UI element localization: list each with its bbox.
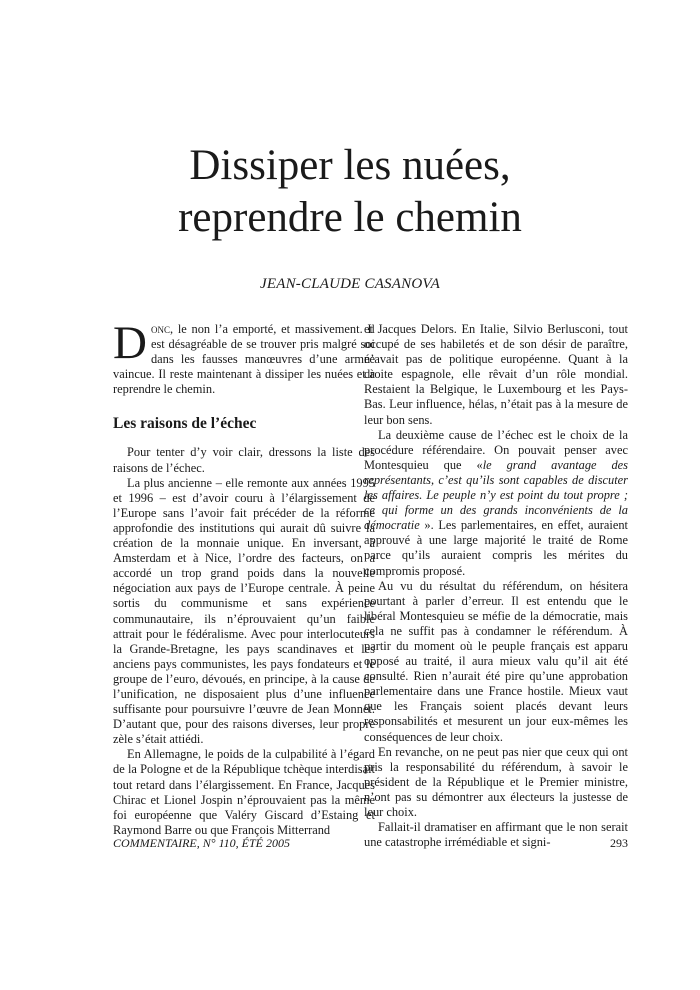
left-column (113, 317, 375, 838)
author-name: JEAN-CLAUDE CASANOVA (260, 276, 440, 292)
title-line-1: Dissiper les nuées, (189, 142, 511, 189)
page-number: 293 (610, 836, 628, 850)
intro-paragraph (113, 317, 375, 397)
paragraph: En Allemagne, le poids de la culpabilité à l’égard de la Pologne et de la République tchèque interdisait tout retard dans l’élargissement. En France, Jacques Chirac et Lionel Jospin n’éprouvaient pas la même foi européenne que Valéry Giscard d’Estaing et Raymond Barre ou que François Mitterrand (113, 747, 375, 837)
section-heading: Les raisons de l’échec (113, 415, 257, 433)
title-line-2: reprendre le chemin (178, 194, 522, 241)
paragraph (364, 428, 628, 579)
right-column (364, 322, 628, 850)
montesquieu-quote: le grand avantage des représentants, c’est qu’ils sont capables de discuter les affaires. Le peuple n’y est point du tout propre ; ce qui forme un des grands inconvénients de la démocratie (364, 457, 629, 533)
paragraph: Au vu du résultat du référendum, on hésitera pourtant à parler d’erreur. Il est entendu que le libéral Montesquieu se méfie de la démocratie, mais cela ne suffit pas à condamner le référendum. À partir du moment où le peuple français est apparu opposé au traité, il aura mieux valu qu’il ait été consulté. Rien n’aurait été pire qu’une approbation parlementaire dans une France hostile. Mieux vaut que les Français soient placés devant leurs responsabilités et mesurent un jour eux-mêmes les conséquences de leur choix. (364, 578, 628, 744)
drop-cap: D (113, 317, 147, 369)
paragraph: Pour tenter d’y voir clair, dressons la liste des raisons de l’échec. (113, 445, 375, 475)
paragraph-start: La deuxième cause de l’échec est le choix de la procédure référendaire. On pouvait penser avec Montesquieu que « (364, 427, 628, 472)
paragraph: La plus ancienne – elle remonte aux années 1995 et 1996 – est d’avoir couru à l’élargissement de l’Europe sans l’avoir fait précéder de la réforme approfondie des institutions qui aurait dû suivre la création de la monnaie unique. En inversant, à Amsterdam et à Nice, l’ordre des facteurs, on a accordé un trop grand poids dans la nouvelle négociation aux pays de l’Europe centrale. À peine sortis du communisme et sans expérience communautaire, ils n’éprouvaient qu’un faible attrait pour le fédéralisme. Avec pour interlocuteurs la Grande-Bretagne, les pays scandinaves et les anciens pays communistes, les pays fondateurs et le groupe de l’euro, dévoués, en principe, à la cause de l’unification, ne disposaient plus d’une influence suffisante pour poursuivre l’œuvre de Jean Monnet. D’autant que, pour des raisons diverses, leur propre zèle s’était attiédi. (113, 475, 375, 747)
intro-smallcaps: onc (150, 322, 170, 336)
intro-text: , le non l’a emporté, et massivement. Il est désagréable de se trouver pris malgré soi dans les fausses manœuvres d’une armée vaincue. Il reste maintenant à dissiper les nuées et à reprendre le chemin. (113, 322, 375, 397)
paragraph: Fallait-il dramatiser en affirmant que le non serait une catastrophe irrémédiable et signi- (364, 820, 628, 850)
journal-citation: COMMENTAIRE, N° 110, ÉTÉ 2005 (113, 836, 291, 850)
paragraph-continued: et Jacques Delors. En Italie, Silvio Berlusconi, tout occupé de ses habiletés et de son désir de paraître, n’avait pas de politique européenne. Quant à la droite espagnole, elle rêvait d’un rôle mondial. Restaient la Belgique, le Luxembourg et les Pays-Bas. Leur influence, hélas, n’était pas à la mesure de leur bon sens. (364, 322, 628, 427)
paragraph-end: ». Les parlementaires, en effet, auraient approuvé à une large majorité le traité de Rome parce qu’ils auraient compris les mérites du compromis proposé. (364, 518, 628, 578)
article-title (0, 140, 700, 244)
paragraph: En revanche, on ne peut pas nier que ceux qui ont pris la responsabilité du référendum, à savoir le président de la République et le Premier ministre, n’ont pas su démontrer aux électeurs la justesse de leur choix. (364, 744, 628, 819)
